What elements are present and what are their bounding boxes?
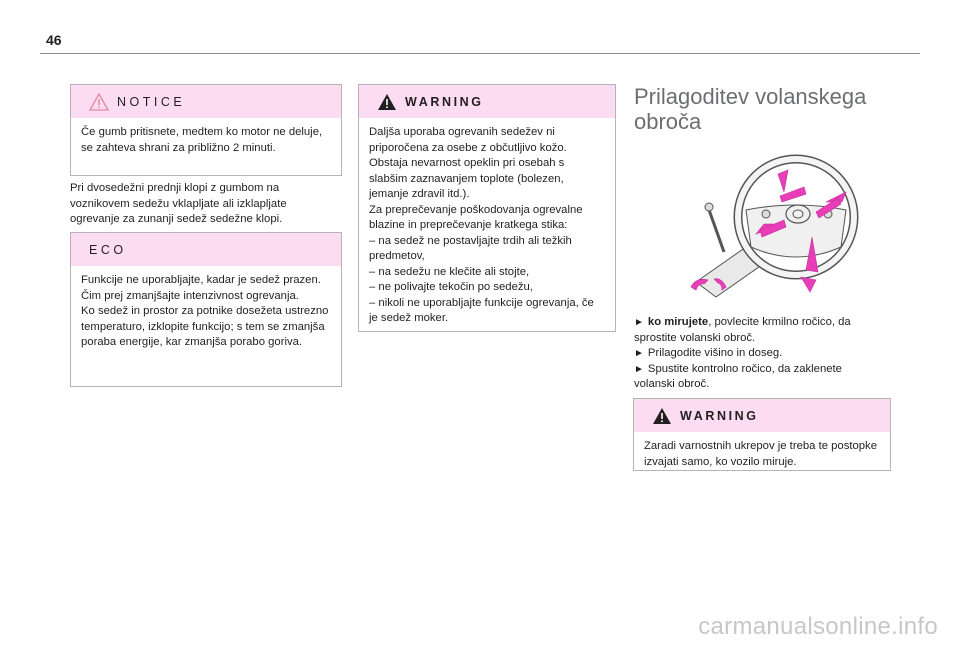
step-text: Prilagodite višino in doseg.: [647, 347, 783, 359]
arrow-right-icon: ►: [634, 317, 644, 328]
page-number: 46: [46, 32, 62, 48]
warning-line: Daljša uporaba ogrevanih sedežev ni priporočena za osebe z občutljivo kožo.: [369, 126, 567, 154]
arrow-right-icon: ►: [634, 348, 644, 359]
warning-line: – nikoli ne uporabljajte funkcije ogrevanja, če je sedež moker.: [369, 296, 594, 324]
notice-text: Če gumb pritisnete, medtem ko motor ne deluje, se zahteva shrani za približno 2 minuti.: [81, 126, 323, 154]
warning-heating-header: [359, 85, 615, 118]
warning-heating-title: WARNING: [405, 94, 484, 109]
section-title: Prilagoditev volanskega obroča: [634, 84, 867, 134]
warning-steering-header: [634, 399, 890, 432]
step-text: Spustite kontrolno ročico, da zaklenete volanski obroč.: [634, 362, 846, 390]
step-bold: ko mirujete: [647, 316, 709, 328]
eco-box: [70, 232, 342, 387]
steering-wheel-illustration: [676, 152, 866, 302]
eco-line: Čim prej zmanjšajte intenzivnost ogrevanja.: [81, 289, 299, 302]
warning-heating-body: [359, 118, 615, 335]
eco-body: [71, 266, 341, 359]
step-item: [634, 315, 884, 346]
step-item: [634, 362, 884, 393]
warning-triangle-icon: [377, 93, 397, 111]
notice-box: [70, 84, 342, 176]
eco-line: Ko sedež in prostor za potnike dosežeta ustrezno temperaturo, izklopite funkcijo; s tem se zmanjša poraba energije, kar zmanjša porabo goriva.: [81, 305, 329, 348]
warning-triangle-icon: [652, 407, 672, 425]
warning-line: – na sedež ne postavljajte trdih ali težkih predmetov,: [369, 234, 572, 262]
warning-heating-box: [358, 84, 616, 332]
notice-title: NOTICE: [117, 94, 186, 109]
eco-line: Funkcije ne uporabljajte, kadar je sedež prazen.: [81, 274, 321, 286]
warning-steering-text: Zaradi varnostnih ukrepov je treba te postopke izvajati samo, ko vozilo miruje.: [644, 440, 877, 468]
step-item: [634, 346, 884, 362]
seat-paragraph: Pri dvosedežni prednji klopi z gumbom na voznikovem sedežu vklapljate ali izklapljate ogrevanje za zunanji sedež sedežne klopi.: [70, 182, 287, 225]
watermark: carmanualsonline.info: [698, 613, 938, 640]
warning-line: Obstaja nevarnost opeklin pri osebah s slabšim zaznavanjem toplote (bolezen, jemanje zdravil itd.).: [369, 157, 565, 200]
warning-line: – na sedežu ne klečite ali stojte,: [369, 265, 530, 278]
notice-header: [71, 85, 341, 118]
header-rule: [40, 53, 920, 54]
warning-steering-box: [633, 398, 891, 471]
warning-steering-title: WARNING: [680, 408, 759, 423]
warning-line: – ne polivajte tekočin po sedežu,: [369, 281, 533, 293]
eco-title: ECO: [89, 242, 127, 257]
notice-triangle-icon: [89, 93, 109, 111]
arrow-right-icon: ►: [634, 363, 644, 375]
steps-list: [634, 315, 884, 393]
warning-line: Za preprečevanje poškodovanja ogrevalne blazine in preprečevanje kratkega stika:: [369, 203, 583, 231]
step-text: , povlecite krmilno ročico, da sprostite volanski obroč.: [634, 316, 854, 344]
eco-header: [71, 233, 341, 266]
